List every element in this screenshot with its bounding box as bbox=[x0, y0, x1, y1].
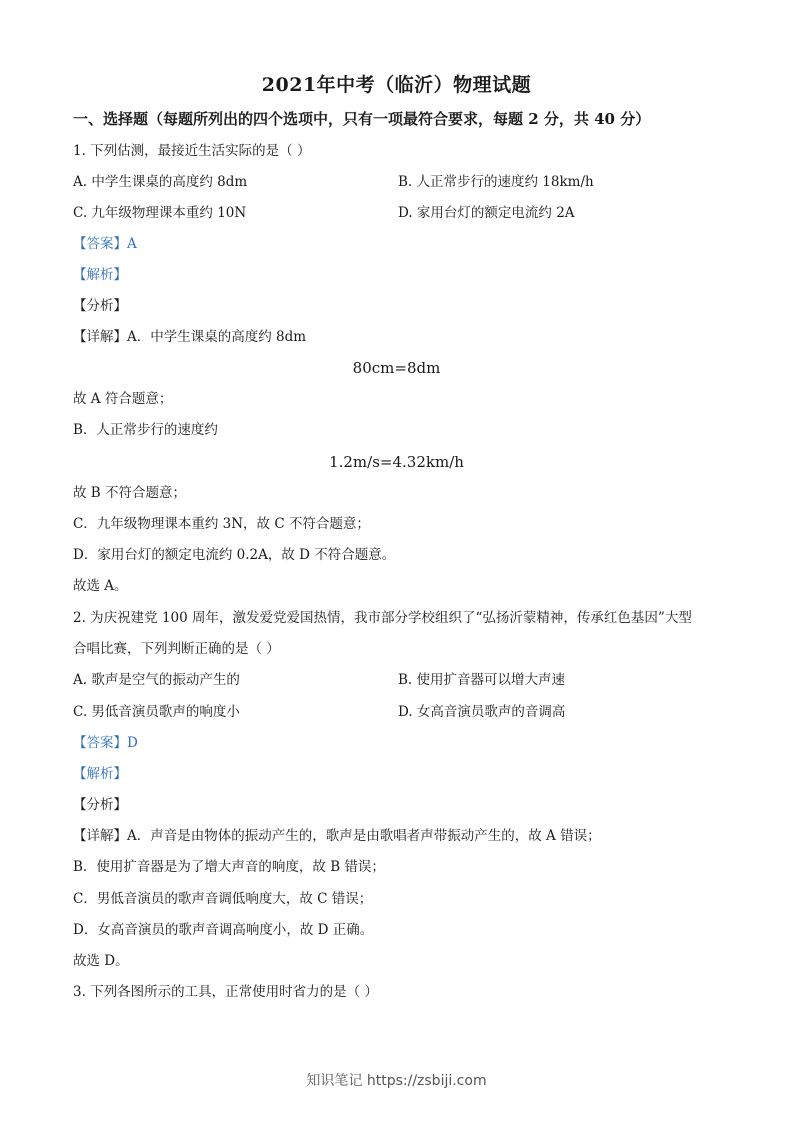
section-heading: 一、选择题（每题所列出的四个选项中，只有一项最符合要求，每题 2 分，共 40 分） bbox=[73, 110, 651, 128]
q1-option-a: A. 中学生课桌的高度约 8dm bbox=[73, 174, 248, 190]
q2-stem-line-2: 合唱比赛，下列判断正确的是（ ） bbox=[73, 641, 280, 657]
q2-analysis-label: 【解析】 bbox=[73, 766, 127, 782]
q2-detail-2: B．使用扩音器是为了增大声音的响度，故 B 错误； bbox=[73, 859, 385, 875]
q3-stem: 3. 下列各图所示的工具，正常使用时省力的是（ ） bbox=[73, 984, 378, 1000]
q1-detail-1: 【详解】A．中学生课桌的高度约 8dm bbox=[73, 329, 307, 345]
q1-option-d: D. 家用台灯的额定电流约 2A bbox=[398, 205, 575, 221]
footer-watermark: 知识笔记 https://zsbiji.com bbox=[306, 1073, 487, 1089]
q2-conclusion: 故选 D。 bbox=[73, 953, 129, 969]
q2-detail-1: 【详解】A．声音是由物体的振动产生的，歌声是由歌唱者声带振动产生的，故 A 错误； bbox=[73, 828, 601, 844]
q2-answer: 【答案】D bbox=[73, 735, 138, 751]
q2-stem-line-1: 2. 为庆祝建党 100 周年，激发爱党爱国热情，我市部分学校组织了“弘扬沂蒙精神，传承红色基因”大型 bbox=[73, 610, 692, 626]
q2-detail-3: C．男低音演员的歌声音调低响度大，故 C 错误； bbox=[73, 891, 373, 907]
q1-option-b: B. 人正常步行的速度约 18km/h bbox=[398, 174, 594, 190]
q1-formula-1: 80cm=8dm bbox=[352, 359, 441, 377]
q2-fenxi: 【分析】 bbox=[73, 797, 127, 813]
q1-detail-4: 故 B 不符合题意； bbox=[73, 485, 187, 501]
q1-fenxi: 【分析】 bbox=[73, 298, 127, 314]
q1-detail-3: B．人正常步行的速度约 bbox=[73, 422, 218, 438]
q1-option-c: C. 九年级物理课本重约 10N bbox=[73, 205, 247, 221]
q1-conclusion: 故选 A。 bbox=[73, 578, 128, 594]
q2-option-c: C. 男低音演员歌声的响度小 bbox=[73, 704, 240, 720]
q2-option-b: B. 使用扩音器可以增大声速 bbox=[398, 672, 566, 688]
q1-detail-6: D．家用台灯的额定电流约 0.2A，故 D 不符合题意。 bbox=[73, 547, 396, 563]
q2-option-a: A. 歌声是空气的振动产生的 bbox=[73, 672, 240, 688]
q1-analysis-label: 【解析】 bbox=[73, 267, 127, 283]
q1-detail-5: C．九年级物理课本重约 3N，故 C 不符合题意； bbox=[73, 516, 370, 532]
q1-detail-2: 故 A 符合题意； bbox=[73, 391, 173, 407]
q1-formula-2: 1.2m/s=4.32km/h bbox=[329, 453, 464, 471]
q1-answer: 【答案】A bbox=[73, 236, 137, 252]
q2-detail-4: D．女高音演员的歌声音调高响度小，故 D 正确。 bbox=[73, 922, 374, 938]
page-title: 2021年中考（临沂）物理试题 bbox=[261, 74, 532, 96]
q2-option-d: D. 女高音演员歌声的音调高 bbox=[398, 704, 566, 720]
q1-stem: 1. 下列估测，最接近生活实际的是（ ） bbox=[73, 143, 311, 159]
